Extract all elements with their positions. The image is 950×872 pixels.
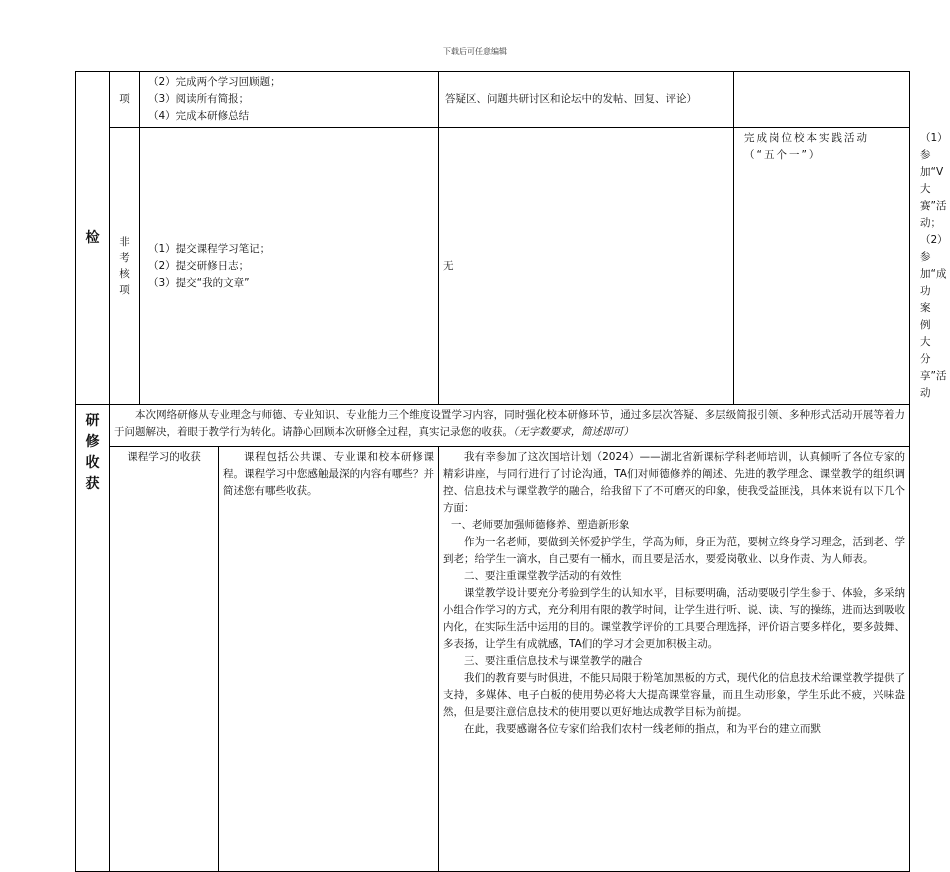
optional-item: （2）提交研修日志； bbox=[148, 259, 250, 272]
answer-paragraph: 我有幸参加了这次国培计划（2024）——湖北省新课标学科老师培训，认真倾听了各位专家的精彩讲座，与同行进行了讨论沟通，TA们对师德修养的阐述、先进的教学理念、课堂教学的组织调控、信息技术与课堂教学的融合，给我留下了不可磨灭的印象，使我受益匪浅，具体来说有以下几个方面： bbox=[443, 451, 905, 514]
summary-label-char: 获 bbox=[85, 476, 100, 492]
summary-label-char: 研 bbox=[85, 413, 100, 429]
course-question: 课程包括公共课、专业课和校本研修课程。课程学习中您感触最深的内容有哪些？并简述您有哪些收获。 bbox=[219, 447, 439, 872]
required-item: （2）完成两个学习回顾题； bbox=[148, 76, 281, 88]
summary-intro-row bbox=[76, 405, 910, 447]
optional-item: （3）提交“我的文章” bbox=[148, 276, 250, 289]
required-items bbox=[140, 72, 439, 128]
answer-heading: 一、老师要加强师德修养、塑造新形象 bbox=[451, 519, 630, 531]
answer-paragraph: 作为一名老师，要做到关怀爱护学生，学高为师，身正为范，要树立终身学习理念，活到老、学到老；给学生一滴水，自己要有一桶水，而且要是活水，要爱岗敬业、以身作责、为人师表。 bbox=[443, 536, 905, 565]
summary-label-char: 修 bbox=[85, 434, 100, 450]
optional-label-char: 核 bbox=[119, 268, 130, 280]
summary-label bbox=[76, 405, 110, 872]
training-table bbox=[75, 71, 948, 872]
answer-body bbox=[443, 449, 905, 869]
answer-heading: 二、要注重课堂教学活动的有效性 bbox=[464, 570, 622, 582]
page-header: 下载后可任意编辑 bbox=[443, 47, 507, 56]
optional-items bbox=[140, 128, 439, 405]
optional-activity: （2）参加“成功案例大分享”活动 bbox=[920, 234, 948, 399]
answer-paragraph: 课堂教学设计要充分考验到学生的认知水平，目标要明确，活动要吸引学生参于、体验，多采纳小组合作学习的方式，充分利用有限的教学时间，让学生进行听、说、读、写的操练，进而达到吸收内化，在实际生活中运用的目的。课堂教学评价的工具要合理选择，评价语言要多样化，要多鼓舞、多表扬，让学生有成就感，TA们的学习才会更加积极主动。 bbox=[443, 587, 905, 650]
course-answer bbox=[439, 447, 910, 872]
optional-label-char: 考 bbox=[119, 252, 130, 264]
optional-col3 bbox=[734, 128, 910, 405]
required-col3-empty bbox=[734, 72, 910, 128]
summary-label-char: 收 bbox=[85, 455, 100, 471]
optional-activity: （1）参加“V大赛”活动； bbox=[920, 132, 948, 229]
summary-intro bbox=[110, 405, 910, 447]
intro-text: 本次网络研修从专业理念与师德、专业知识、专业能力三个维度设置学习内容，同时强化校本研修环节，通过多层次答疑、多层级简报引领、多种形式活动开展等着力于问题解决，着眼于教学行为转化。请静心回顾本次研修全过程，真实记录您的收获。 bbox=[114, 409, 905, 438]
required-label: 项 bbox=[110, 72, 140, 128]
optional-label-char: 项 bbox=[119, 284, 130, 296]
required-item: （4）完成本研修总结 bbox=[148, 110, 250, 122]
answer-heading: 三、要注重信息技术与课堂教学的融合 bbox=[464, 655, 643, 667]
course-label: 课程学习的收获 bbox=[110, 447, 219, 872]
answer-paragraph: 在此，我要感谢各位专家们给我们农村一线老师的指点，和为平台的建立而默 bbox=[464, 723, 821, 735]
optional-col2: 无 bbox=[439, 128, 734, 405]
practice-activity: 完成岗位校本实践活动（“五个一”） bbox=[744, 132, 869, 161]
course-row bbox=[76, 447, 910, 872]
intro-note: （无字数要求，简述即可） bbox=[513, 426, 634, 438]
answer-paragraph: 我们的教育要与时俱进，不能只局限于粉笔加黑板的方式，现代化的信息技术给课堂教学提供了支持，多媒体、电子白板的使用势必将大大提高课堂容量，而且生动形象，学生乐此不疲，兴味盎然，但是要注意信息技术的使用要以更好地达成教学目标为前提。 bbox=[443, 672, 905, 718]
optional-label-char: 非 bbox=[119, 236, 130, 248]
optional-item: （1）提交课程学习笔记； bbox=[148, 242, 271, 255]
optional-label bbox=[110, 128, 140, 405]
required-item: （3）阅读所有简报； bbox=[148, 93, 250, 105]
optional-row bbox=[76, 128, 910, 405]
required-row bbox=[76, 72, 910, 128]
required-col2: 答疑区、问题共研讨区和论坛中的发帖、回复、评论） bbox=[439, 72, 734, 128]
check-label: 检 bbox=[76, 72, 110, 405]
